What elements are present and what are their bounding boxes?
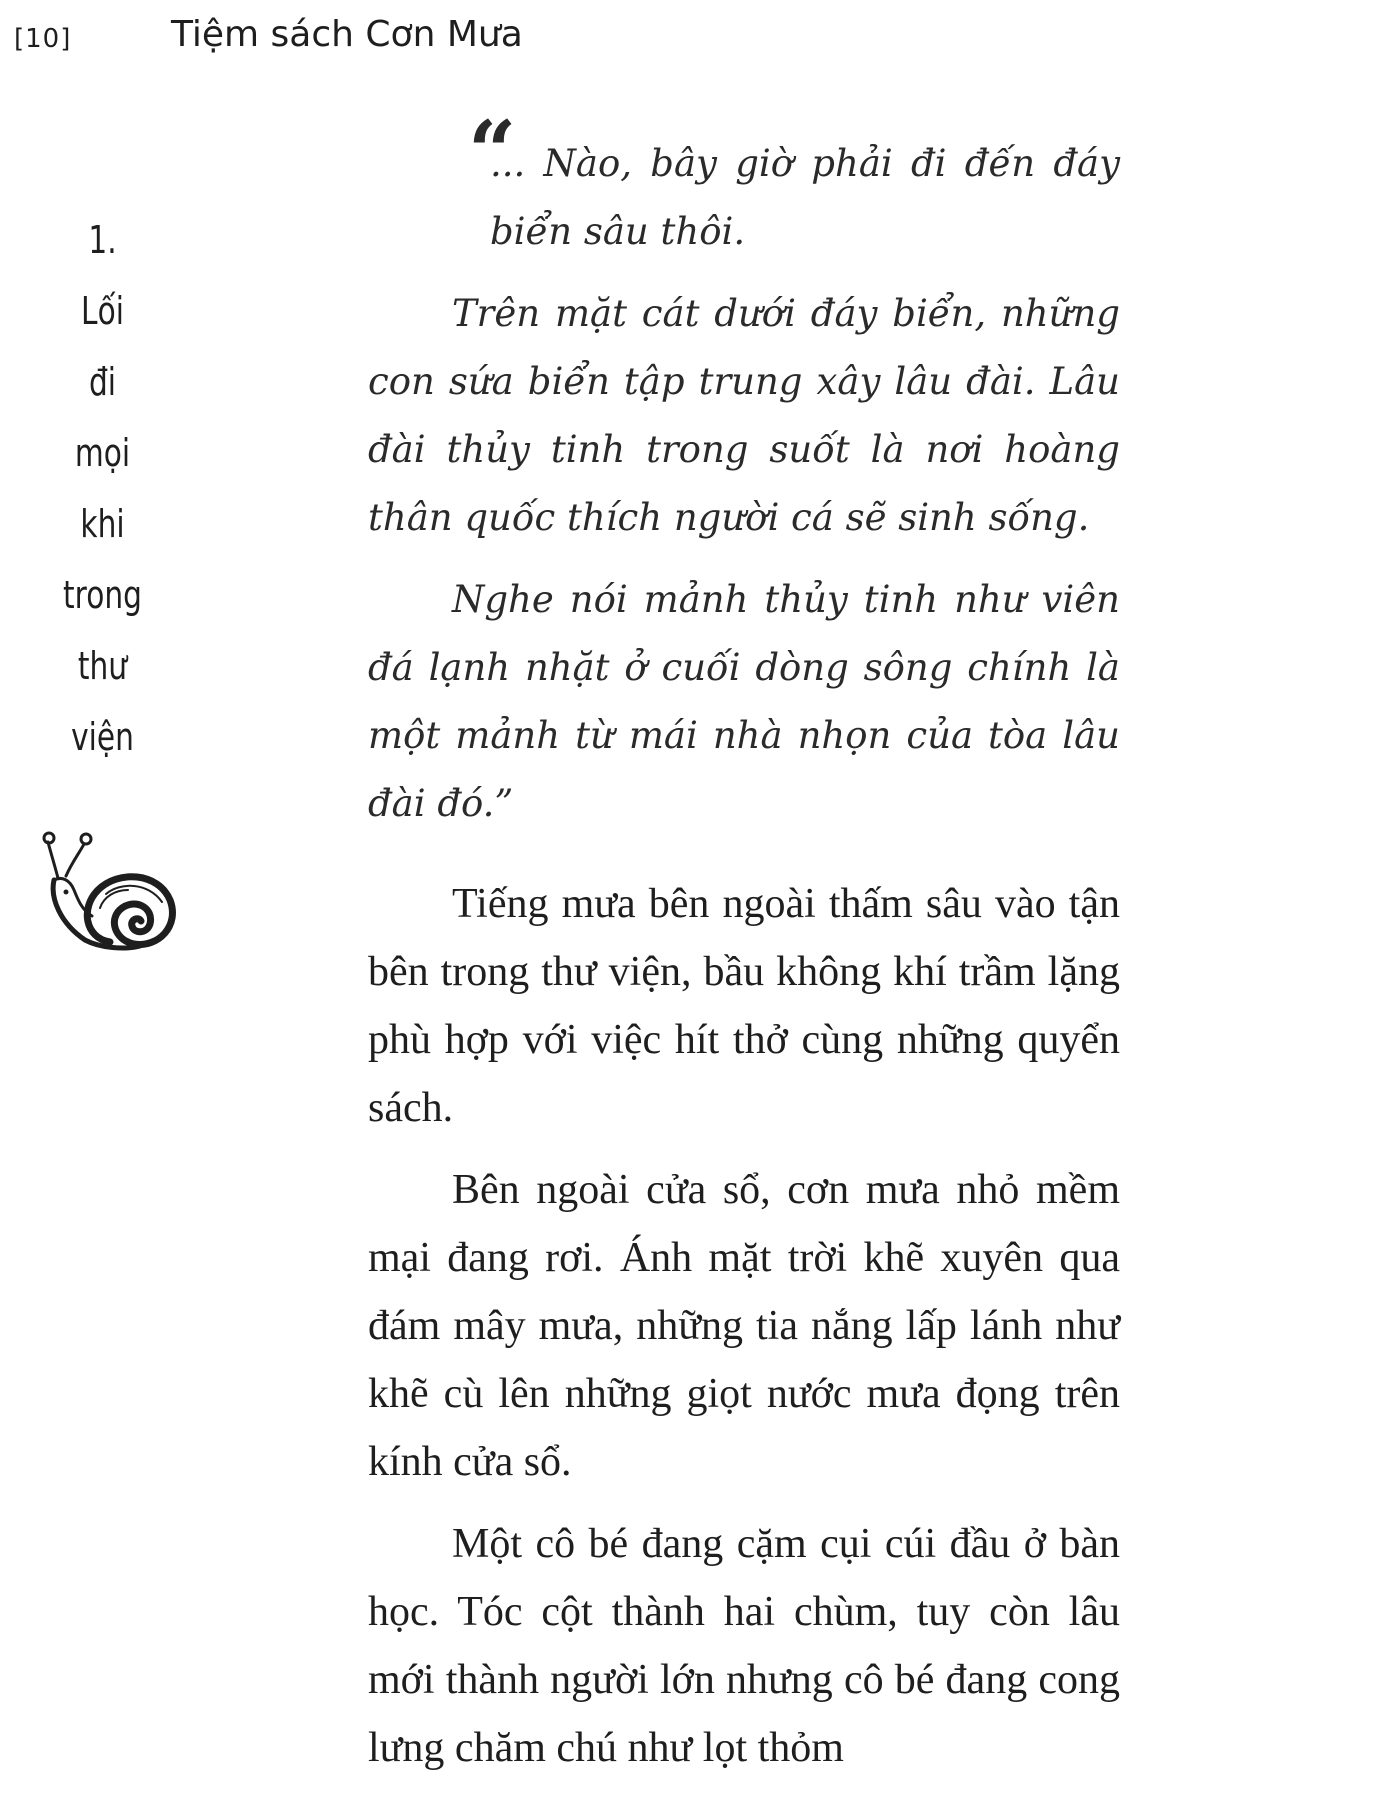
body-paragraph: Tiếng mưa bên ngoài thấm sâu vào tận bên trong thư viện, bầu không khí trầm lặng phù hợp với việc hít thở cùng những quyển sách. — [368, 881, 1120, 1131]
quote-paragraph-text: ... Nào, bây giờ phải đi đến đáy biển sâu thôi. — [490, 142, 1120, 253]
chapter-heading — [54, 205, 152, 773]
chapter-title-word: viện — [71, 715, 134, 759]
snail-icon — [40, 828, 190, 958]
quote-paragraph: Trên mặt cát dưới đáy biển, những con sứa biển tập trung xây lâu đài. Lâu đài thủy tinh trong suốt là nơi hoàng thân quốc thích người cá sẽ sinh sống. — [368, 292, 1120, 539]
chapter-title-word: trong — [63, 573, 142, 617]
chapter-number: 1. — [88, 218, 117, 262]
running-book-title: Tiệm sách Cơn Mưa — [171, 14, 523, 55]
chapter-title-word: mọi — [74, 431, 131, 475]
chapter-title-word: thư — [77, 644, 128, 688]
chapter-title-word: Lối — [81, 289, 124, 333]
open-quote-mark: “ — [468, 102, 517, 201]
page-number: [10] — [14, 24, 72, 54]
quote-paragraph: Nghe nói mảnh thủy tinh như viên đá lạnh nhặt ở cuối dòng sông chính là một mảnh từ mái nhà nhọn của tòa lâu đài đó.” — [368, 578, 1120, 825]
opening-quote — [368, 102, 1120, 852]
body-paragraph: Bên ngoài cửa sổ, cơn mưa nhỏ mềm mại đang rơi. Ánh mặt trời khẽ xuyên qua đám mây mưa, những tia nắng lấp lánh như khẽ cù lên những giọt nước mưa đọng trên kính cửa sổ. — [368, 1167, 1120, 1485]
body-text — [368, 870, 1120, 1796]
chapter-title-word: khi — [80, 502, 125, 546]
body-paragraph: Một cô bé đang cặm cụi cúi đầu ở bàn học. Tóc cột thành hai chùm, tuy còn lâu mới thành người lớn nhưng cô bé đang cong lưng chăm chú như lọt thỏm — [368, 1521, 1120, 1771]
page-header — [0, 0, 1385, 80]
quote-paragraph — [368, 102, 1120, 266]
chapter-title-word: đi — [88, 360, 117, 404]
